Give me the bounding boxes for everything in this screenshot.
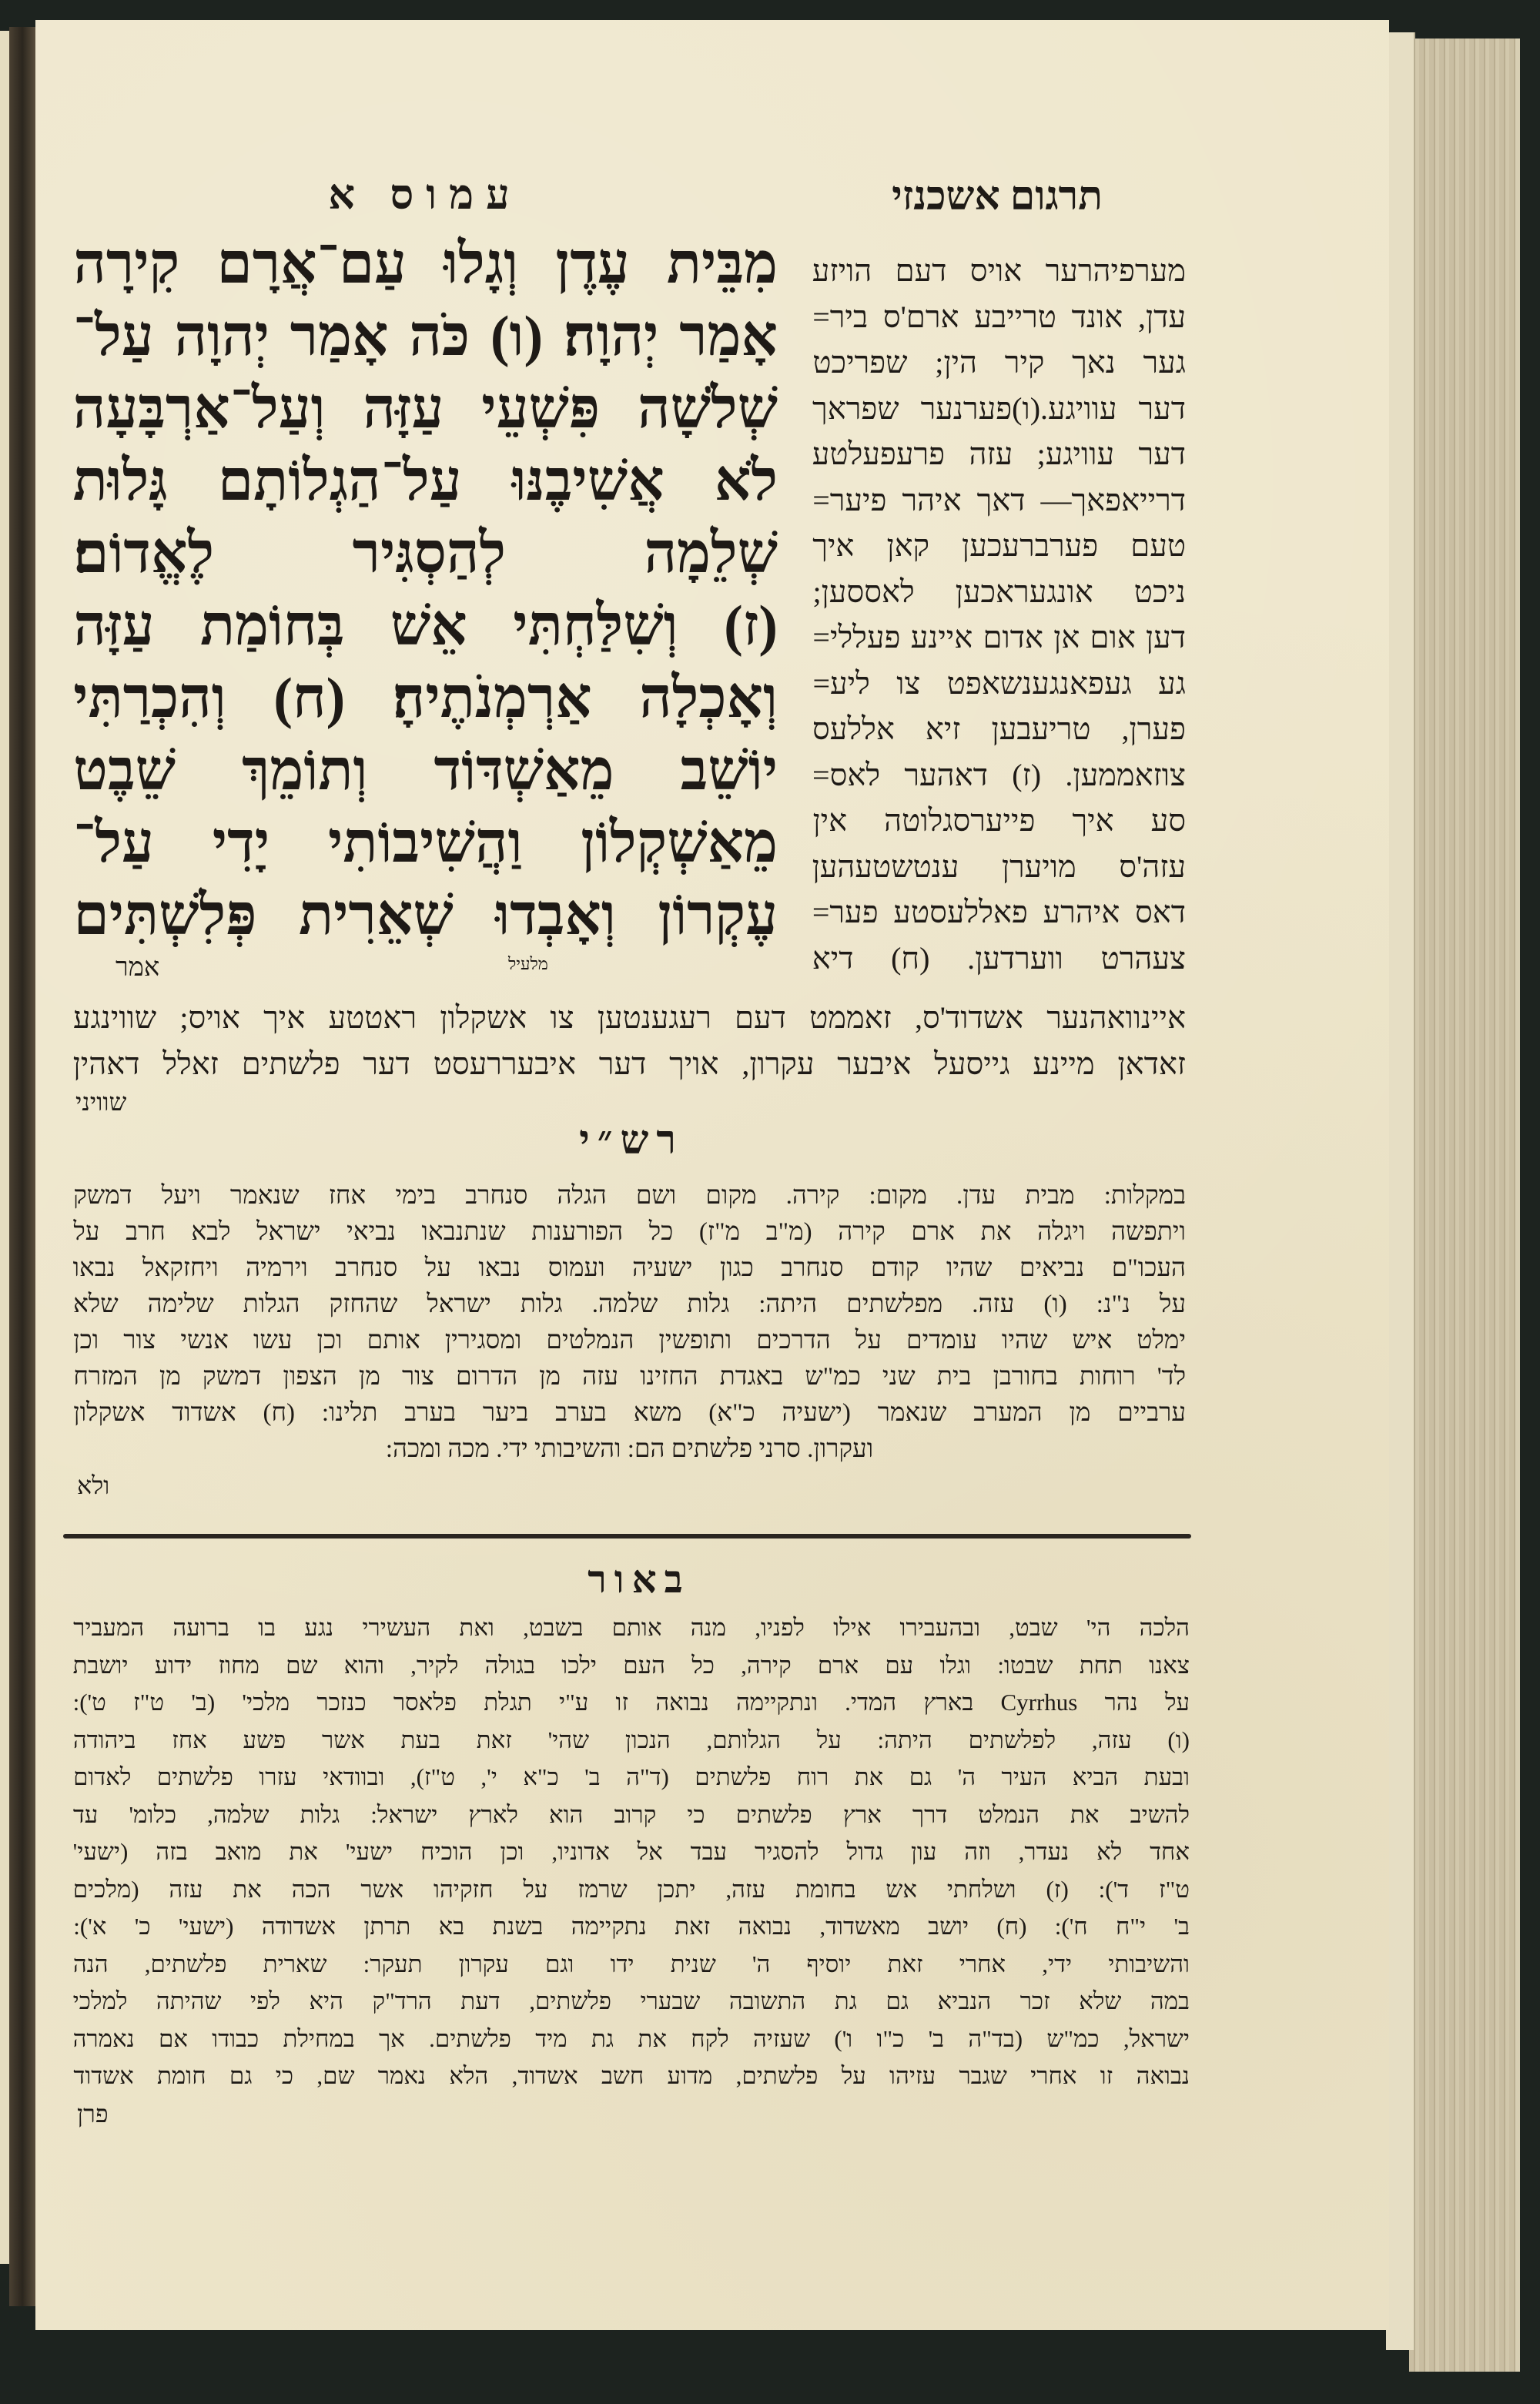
- rashi-line: [73, 1323, 1186, 1359]
- targum-continuation-line: [73, 995, 1186, 1041]
- margin-note: מלעיל: [508, 954, 548, 973]
- biur-line: [73, 1647, 1190, 1685]
- biur-line-text: (ו) עזה, לפלשתים היתה: על הגלותם, הנכון שהי' זאת בעת אשר פשע אחז ביהודה: [72, 1726, 1190, 1753]
- biur-line: [73, 1871, 1190, 1909]
- rashi-line: [73, 1178, 1186, 1214]
- targum-line: [812, 798, 1186, 844]
- targum-continuation: [73, 995, 1186, 1087]
- rashi-line: [73, 1251, 1186, 1287]
- targum-line-text: מערפיהרער אויס דעם הויזע: [812, 253, 1186, 288]
- targum-line-text: גער נאך קיר הין; שפריכט: [812, 345, 1186, 380]
- targum-line: [812, 752, 1186, 799]
- rashi-line: [73, 1395, 1186, 1431]
- targum-line-text: דאס איהרע פאללעסטע פער=: [812, 895, 1186, 929]
- verse-line: [73, 590, 778, 662]
- biur-commentary: [73, 1609, 1190, 2095]
- biur-line: [73, 1759, 1190, 1796]
- targum-line-text: ניכט אונגעראכען לאססען;: [812, 574, 1186, 609]
- targum-line: [812, 614, 1186, 661]
- catchword-targum: שוויני: [75, 1088, 127, 1116]
- biur-line-text: על נהר Cyrrhus בארץ המדי. ונתקיימה נבואה זו ע"י תגלת פלאסר כנזכר מלכי' (ב' ט"ז ט'):: [72, 1689, 1190, 1716]
- targum-line-text: צעהרט ווערדען. (ח) דיא: [812, 940, 1186, 976]
- verse-line: [73, 445, 778, 517]
- targum-line-text: עדן, אונד טרייבע ארם'ס ביר=: [812, 299, 1186, 334]
- biur-line-text: ישראל, כמ"ש (בד"ה ב' כ"ו ו') שעזיה לקח את גת מיד פלשתים. אך במחילת כבודו אם נאמרה: [72, 2024, 1190, 2052]
- targum-column: [812, 248, 1186, 981]
- rashi-line: [73, 1214, 1186, 1251]
- targum-continuation-line: [73, 1041, 1186, 1087]
- biur-line: [73, 1609, 1190, 1647]
- verse-line: [73, 735, 778, 807]
- verse-line: [73, 517, 778, 590]
- verse-line: [73, 662, 778, 735]
- targum-line-text: צוזאממען. (ז) דאהער לאס=: [812, 757, 1186, 792]
- verse-line: [73, 300, 778, 373]
- rashi-heading: רש״י: [579, 1119, 684, 1163]
- targum-line-text: עזה'ס מויערן ענטשטעהען: [812, 849, 1186, 884]
- targum-line: [812, 386, 1186, 432]
- targum-line: [812, 569, 1186, 615]
- targum-line: [812, 661, 1186, 707]
- verse-line-text: לֹא אֲשִׁיבֶנּוּ עַל־הַגְלוֹתָם גָּלוּת: [72, 450, 778, 513]
- targum-line: [812, 936, 1186, 982]
- rashi-commentary: [73, 1178, 1186, 1468]
- verse-line: [73, 228, 778, 300]
- biur-line: [73, 1983, 1190, 2021]
- catchword-biur: פרן: [77, 2100, 109, 2128]
- biur-line: [73, 1908, 1190, 1946]
- targum-line: [812, 340, 1186, 386]
- verse-line-text: (ז) וְשִׁלַּחְתִּי אֵשׁ בְּחוֹמַת עַזָּה: [73, 594, 778, 658]
- targum-line-text: דער עוויגע; עזה פרעפעלטע: [812, 437, 1186, 471]
- targum-line: [812, 477, 1186, 524]
- biur-heading: באור: [588, 1558, 691, 1601]
- verse-line-text: אָמַר יְהוָה׃ (ו) כֹּה אָמַר יְהוָה עַל־: [72, 305, 778, 368]
- biur-line-text: להשיב את הנמלט דרך ארץ פלשתים כי קרוב הוא לארץ ישראל: גלות שלמה, כלומ' עד: [72, 1800, 1190, 1828]
- biur-line-text: אחד לא נעדר, וזה עון גדול להסגיר עבד אל אדוניו, וכן הוכיח ישעי' את מואב בזה (ישעי': [72, 1838, 1190, 1865]
- biur-line-text: צאנו תחת שבטו: וגלו עם ארם קירה, כל העם ילכו בגולה לקיר, והוא שם מחוז ידוע יושבת: [72, 1651, 1190, 1679]
- verse-line: [73, 879, 778, 952]
- rashi-line-text: במקלות: מבית עדן. מקום: קירה. מקום ושם הגלה סנחרב בימי אחז שנאמר ויעל דמשק: [73, 1182, 1186, 1210]
- targum-line-text: פערן, טריעבען זיא אללעס: [812, 711, 1186, 746]
- biur-line-text: והשיבותי ידי, אחרי זאת יוסיף ה' שנית ידו וגם עקרון תעקר: שארית פלשתים, הנה: [72, 1950, 1190, 1977]
- biur-line: [73, 2021, 1190, 2058]
- biur-line: [73, 2057, 1190, 2095]
- biur-line-text: הלכה הי' שבט, ובהעבירו אילו לפניו, מנה אותם בשבט, ואת העשירי נגע בו ברועה המעביר: [73, 1614, 1190, 1641]
- biur-line: [73, 1722, 1190, 1759]
- rashi-line-text: ועקרון. סרני פלשתים הם: והשיבותי ידי. מכה ומכה:: [385, 1435, 874, 1463]
- verse-line-text: וְאָכְלָה אַרְמְנֹתֶיהָ׃ (ח) וְהִכְרַתִּי: [73, 667, 778, 730]
- biur-line: [73, 1946, 1190, 1984]
- scripture-text: [73, 228, 778, 952]
- verse-line-text: מֵאַשְׁקְלוֹן וַהֲשִׁיבוֹתִי יָדִי עַל־: [73, 812, 778, 875]
- verse-line: [73, 373, 778, 445]
- running-head-book-chapter: עמוס א: [328, 172, 522, 218]
- rashi-line: [73, 1359, 1186, 1395]
- targum-continuation-line-text: זאדאן מיינע גייסעל איבער עקרון, אויך דער איבעררעסט דער פלשתים זאלל דאהין: [72, 1046, 1186, 1081]
- page-stack-edges: [1409, 39, 1520, 2372]
- rashi-line-text: על נ"נ: (ו) עזה. מפלשתים היתה: גלות שלמה. גלות ישראל שהחזק הגלות שלימה שלא: [73, 1291, 1186, 1318]
- verse-line-text: עֶקְרוֹן וְאָבְדוּ שְׁאֵרִית פְּלִשְׁתִּים: [73, 884, 778, 947]
- targum-continuation-line-text: איינוואהנער אשדוד'ס, זאממט דעם רעגענטען צו אשקלון ראטטע איך אויס; שווינגע: [73, 1000, 1186, 1035]
- facing-page-edge: [0, 31, 9, 2264]
- rashi-line: [73, 1431, 1186, 1468]
- section-divider-rule: [63, 1534, 1191, 1538]
- targum-line: [812, 523, 1186, 569]
- rashi-line-text: ערביים מן המערב שנאמר (ישעיה כ"א) משא בערב ביער בערב תלינו: (ח) אשדוד אשקלון: [73, 1399, 1186, 1427]
- targum-line-text: טעם פערברעכען קאן איך: [812, 528, 1186, 563]
- targum-line: [812, 248, 1186, 294]
- targum-line: [812, 706, 1186, 752]
- targum-line-text: גע געפאנגענשאפט צו ליע=: [812, 665, 1186, 701]
- biur-line: [73, 1796, 1190, 1834]
- catchword-verse: אמר: [116, 953, 160, 982]
- verse-line-text: מִבֵּית עֶדֶן וְגָלוּ עַם־אֲרָם קִירָה: [73, 233, 778, 296]
- biur-line-text: ובעת הביא העיר ה' גם את רוח פלשתים (ד"ה ב' כ"א י', ט"ז), ובוודאי עזרו פלשתים לאדום: [73, 1763, 1190, 1790]
- rashi-line: [73, 1287, 1186, 1323]
- targum-line: [812, 889, 1186, 936]
- verse-line-text: יוֹשֵׁב מֵאַשְׁדּוֹד וְתוֹמֵךְ שֵׁבֶט: [73, 739, 778, 802]
- book-gutter: [9, 27, 35, 2306]
- biur-line-text: נבואה זו אחרי שגבר עזיהו על פלשתים, מדוע חשב אשדוד, הלא נאמר שם, כי גם חומת אשדוד: [73, 2062, 1190, 2089]
- targum-line-text: דרייאפאך— דאך איהר פיער=: [812, 482, 1186, 517]
- rashi-line-text: ויתפשה ויגלה את ארם קירה (מ"ב מ"ז) כל הפורענות שנתנבאו נביאי ישראל לבא חרב על: [73, 1218, 1186, 1246]
- targum-line-text: סע איך פייערסגלוטה אין: [812, 803, 1186, 838]
- verse-line: [73, 807, 778, 879]
- biur-line: [73, 1833, 1190, 1871]
- biur-line-text: במה שלא זכר הנביא גם גת התשובה שבערי פלשתים, דעת הרד"ק היא לפי שהיתה למלכי: [72, 1987, 1190, 2014]
- targum-line-text: דען אום אן אדום איינע פעללי=: [812, 620, 1186, 655]
- biur-line: [73, 1684, 1190, 1722]
- targum-line: [812, 431, 1186, 477]
- targum-line-text: דער עוויגע.(ו)פערנער שפראך: [812, 390, 1186, 426]
- next-page-edge: [1386, 32, 1415, 2350]
- rashi-line-text: העכו"ם נביאים שהיו קודם סנחרב כגון ישעיה ועמוס נבאו על סנחרב וירמיה ויחזקאל נבאו: [72, 1254, 1186, 1282]
- targum-line: [812, 844, 1186, 890]
- catchword-rashi: ולא: [77, 1472, 110, 1499]
- rashi-line-text: לד' רוחות בחורבן בית שני כמ"ש באגדת החזינו עזה מן הדרום צור מן הצפון דמשק מן המזרח: [73, 1363, 1186, 1391]
- biur-line-text: ב' י"ח ח'): (ח) יושב מאשדוד, נבואה זאת נתקיימה בשנת בא תרתן אשדודה (ישעי' כ' א'):: [73, 1913, 1190, 1940]
- targum-line: [812, 294, 1186, 340]
- verse-line-text: שְׁלֹשָׁה פִּשְׁעֵי עַזָּה וְעַל־אַרְבָּעָה: [72, 377, 778, 440]
- running-head-targum: תרגום אשכנזי: [892, 175, 1103, 219]
- verse-line-text: שְׁלֵמָה לְהַסְגִּיר לֶאֱדוֹם׃: [73, 522, 778, 585]
- rashi-line-text: ימלט איש שהיו עומדים על הדרכים ותופשין הנמלטים ומסגירין אותם וכן עשו אנשי צור וכן: [73, 1327, 1186, 1354]
- biur-line-text: ט"ז ד'): (ז) ושלחתי אש בחומת עזה, יתכן שרמז על חזקיהו אשר הכה את עזה (מלכים: [72, 1875, 1190, 1903]
